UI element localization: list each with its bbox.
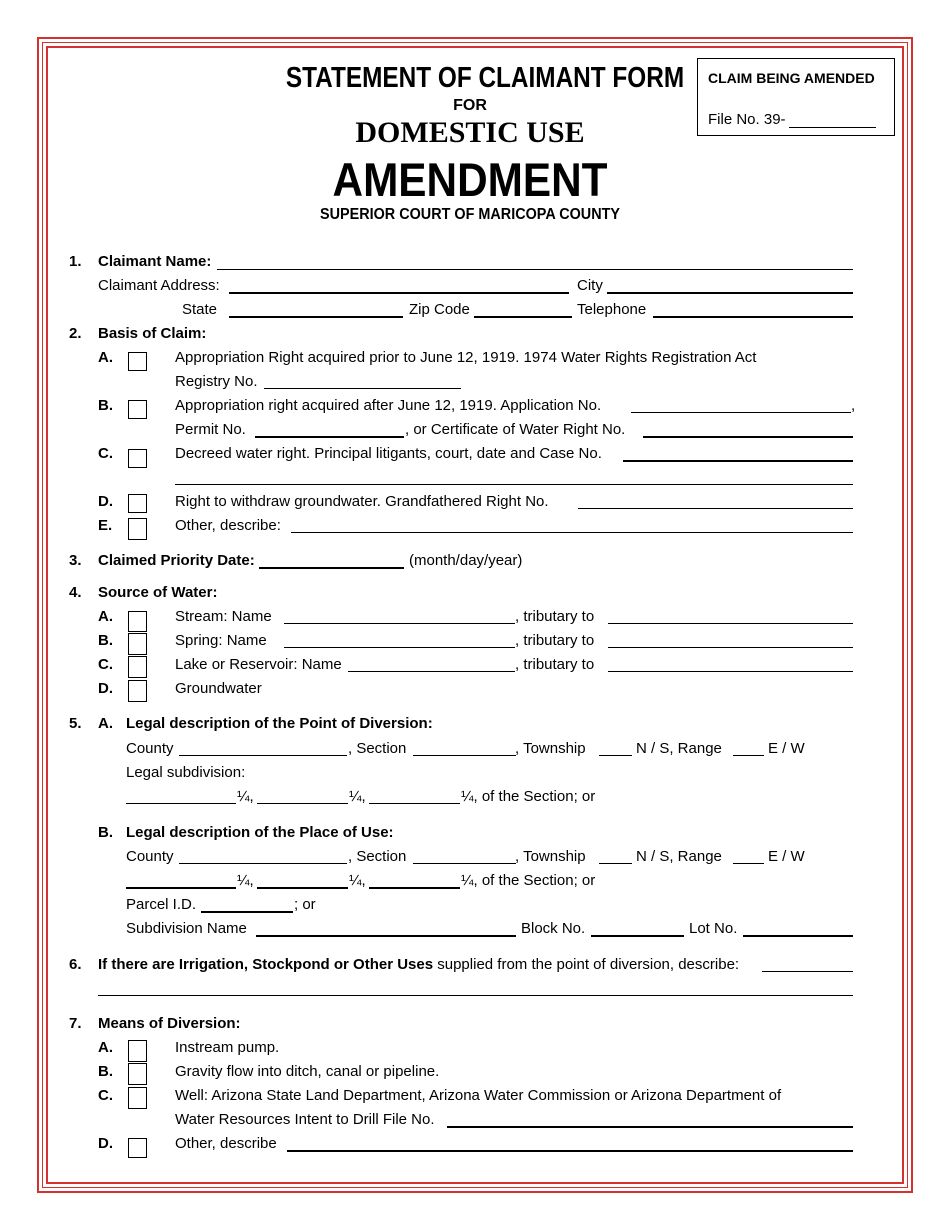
instream-pump-label: Instream pump. — [175, 1039, 280, 1056]
stream-tributary-field[interactable] — [608, 623, 853, 624]
city-field[interactable] — [607, 292, 853, 294]
basis-d-letter: D. — [98, 493, 113, 510]
pod-quarter-3-label: ¼, of the Section; or — [461, 788, 596, 805]
pod-ns-range-label: N / S, Range — [636, 740, 722, 757]
source-a-letter: A. — [98, 608, 113, 625]
pod-section-label: , Section — [348, 740, 407, 757]
form-title-use: DOMESTIC USE — [355, 116, 585, 149]
permit-no-field[interactable] — [255, 436, 404, 438]
pou-quarter-3-label: ¼, of the Section; or — [461, 872, 596, 889]
stream-name-label: Stream: Name — [175, 608, 272, 625]
stream-name-field[interactable] — [284, 623, 515, 624]
state-field[interactable] — [229, 316, 403, 318]
other-uses-rest: supplied from the point of diversion, describe: — [433, 956, 740, 973]
registry-no-field[interactable] — [264, 388, 461, 389]
pod-quarter-1-label: ¼, — [237, 788, 254, 805]
state-label: State — [182, 301, 218, 318]
spring-tributary-field[interactable] — [608, 647, 853, 648]
lot-no-field[interactable] — [743, 935, 853, 937]
basis-c-text: Decreed water right. Principal litigants, court, date and Case No. — [175, 445, 602, 462]
other-uses-field[interactable] — [762, 971, 853, 972]
spring-name-label: Spring: Name — [175, 632, 267, 649]
source-d-letter: D. — [98, 680, 113, 697]
other-means-label: Other, describe — [175, 1135, 277, 1152]
subdivision-name-field[interactable] — [256, 935, 516, 937]
basis-e-checkbox[interactable] — [128, 518, 147, 540]
basis-d-checkbox[interactable] — [128, 494, 147, 513]
intent-to-drill-label: Water Resources Intent to Drill File No. — [175, 1111, 435, 1128]
point-of-diversion-title: Legal description of the Point of Diversion: — [126, 715, 433, 732]
source-d-checkbox[interactable] — [128, 680, 147, 702]
lake-tributary-field[interactable] — [608, 671, 853, 672]
means-a-letter: A. — [98, 1039, 113, 1056]
source-b-checkbox[interactable] — [128, 633, 147, 655]
certificate-label: , or Certificate of Water Right No. — [405, 421, 626, 438]
section-1-number: 1. — [69, 253, 82, 270]
means-of-diversion-title: Means of Diversion: — [98, 1015, 241, 1032]
basis-b-letter: B. — [98, 397, 113, 414]
telephone-label: Telephone — [577, 301, 647, 318]
spring-name-field[interactable] — [284, 647, 515, 648]
file-no-field[interactable] — [789, 127, 876, 128]
basis-of-claim-title: Basis of Claim: — [98, 325, 207, 342]
application-no-field[interactable] — [631, 412, 851, 413]
basis-c-letter: C. — [98, 445, 113, 462]
means-a-checkbox[interactable] — [128, 1040, 147, 1062]
lot-no-label: Lot No. — [689, 920, 738, 937]
pou-township-label: , Township — [515, 848, 586, 865]
pou-quarter-2-label: ¼, — [349, 872, 366, 889]
source-c-letter: C. — [98, 656, 113, 673]
pod-section-field[interactable] — [413, 755, 516, 756]
case-no-field[interactable] — [623, 460, 853, 462]
registry-no-label: Registry No. — [175, 373, 258, 390]
other-uses-text — [98, 956, 739, 974]
pod-range-field[interactable] — [733, 755, 764, 756]
claim-amended-label: CLAIM BEING AMENDED — [708, 70, 875, 86]
basis-c-checkbox[interactable] — [128, 449, 147, 468]
means-d-checkbox[interactable] — [128, 1138, 147, 1158]
zip-field[interactable] — [474, 316, 572, 318]
section-2-number: 2. — [69, 325, 82, 342]
lake-tributary-label: , tributary to — [515, 656, 595, 673]
pod-township-field[interactable] — [599, 755, 632, 756]
other-describe-field[interactable] — [291, 532, 853, 533]
lake-name-field[interactable] — [348, 671, 515, 672]
pou-section-label: , Section — [348, 848, 407, 865]
pou-county-label: County — [126, 848, 174, 865]
means-b-checkbox[interactable] — [128, 1063, 147, 1085]
means-c-checkbox[interactable] — [128, 1087, 147, 1109]
basis-a-text: Appropriation Right acquired prior to June 12, 1919. 1974 Water Rights Registration Act — [175, 349, 757, 366]
lake-name-label: Lake or Reservoir: Name — [175, 656, 342, 673]
pou-quarter-1-field[interactable] — [126, 887, 236, 889]
section-6-number: 6. — [69, 956, 82, 973]
parcel-or-label: ; or — [294, 896, 316, 913]
claimant-name-label: Claimant Name: — [98, 253, 212, 270]
pod-ew-label: E / W — [768, 740, 805, 757]
source-b-letter: B. — [98, 632, 113, 649]
section-5b-letter: B. — [98, 824, 113, 841]
section-5a-letter: A. — [98, 715, 113, 732]
case-no-field-line2[interactable] — [175, 484, 853, 485]
telephone-field[interactable] — [653, 316, 853, 318]
pou-quarter-3-field[interactable] — [369, 887, 460, 889]
priority-date-label: Claimed Priority Date: — [98, 552, 255, 569]
source-c-checkbox[interactable] — [128, 656, 147, 678]
gravity-flow-label: Gravity flow into ditch, canal or pipeline. — [175, 1063, 440, 1080]
means-b-letter: B. — [98, 1063, 113, 1080]
legal-subdivision-label: Legal subdivision: — [126, 764, 246, 781]
certificate-field[interactable] — [643, 436, 853, 438]
pod-quarter-1-field[interactable] — [126, 803, 236, 804]
basis-a-checkbox[interactable] — [128, 352, 147, 371]
file-no-label: File No. 39- — [708, 111, 786, 128]
block-no-field[interactable] — [591, 935, 684, 937]
parcel-id-field[interactable] — [201, 911, 293, 913]
form-title: STATEMENT OF CLAIMANT FORM — [285, 62, 685, 94]
form-title-for: FOR — [453, 97, 487, 114]
means-d-letter: D. — [98, 1135, 113, 1152]
pod-township-label: , Township — [515, 740, 586, 757]
pou-quarter-1-label: ¼, — [237, 872, 254, 889]
place-of-use-title: Legal description of the Place of Use: — [126, 824, 394, 841]
source-a-checkbox[interactable] — [128, 611, 147, 632]
claimant-address-field[interactable] — [229, 292, 569, 294]
pod-county-field[interactable] — [179, 755, 347, 756]
permit-no-label: Permit No. — [175, 421, 246, 438]
basis-d-text: Right to withdraw groundwater. Grandfathered Right No. — [175, 493, 549, 510]
intent-to-drill-field[interactable] — [447, 1126, 853, 1128]
city-label: City — [577, 277, 603, 294]
groundwater-label: Groundwater — [175, 680, 262, 697]
basis-e-text: Other, describe: — [175, 517, 281, 534]
pod-quarter-2-field[interactable] — [257, 803, 348, 804]
application-no-comma: , — [851, 397, 856, 414]
pou-section-field[interactable] — [413, 863, 516, 864]
pou-county-field[interactable] — [179, 863, 347, 864]
court-name: SUPERIOR COURT OF MARICOPA COUNTY — [319, 206, 621, 223]
other-uses-bold: If there are Irrigation, Stockpond or Other Uses — [98, 956, 434, 973]
pou-range-field[interactable] — [733, 863, 764, 864]
subdivision-name-label: Subdivision Name — [126, 920, 247, 937]
basis-b-text: Appropriation right acquired after June 12, 1919. Application No. — [175, 397, 602, 414]
pou-ns-range-label: N / S, Range — [636, 848, 722, 865]
form-title-amendment: AMENDMENT — [332, 153, 608, 206]
pod-quarter-3-field[interactable] — [369, 803, 460, 804]
spring-tributary-label: , tributary to — [515, 632, 595, 649]
priority-date-format: (month/day/year) — [409, 552, 523, 569]
parcel-id-label: Parcel I.D. — [126, 896, 197, 913]
pou-quarter-2-field[interactable] — [257, 887, 348, 889]
pou-ew-label: E / W — [768, 848, 805, 865]
stream-tributary-label: , tributary to — [515, 608, 595, 625]
pod-county-label: County — [126, 740, 174, 757]
claimant-name-field[interactable] — [217, 269, 853, 270]
basis-b-checkbox[interactable] — [128, 400, 147, 419]
means-c-letter: C. — [98, 1087, 113, 1104]
priority-date-field[interactable] — [259, 567, 404, 569]
other-means-field[interactable] — [287, 1150, 853, 1152]
zip-label: Zip Code — [409, 301, 470, 318]
pou-township-field[interactable] — [599, 863, 632, 864]
other-uses-field-line2[interactable] — [98, 995, 853, 996]
claimant-address-label: Claimant Address: — [98, 277, 220, 294]
pod-quarter-2-label: ¼, — [349, 788, 366, 805]
basis-e-letter: E. — [98, 517, 113, 534]
well-label: Well: Arizona State Land Department, Arizona Water Commission or Arizona Department of — [175, 1087, 782, 1104]
section-3-number: 3. — [69, 552, 82, 569]
basis-a-letter: A. — [98, 349, 113, 366]
section-7-number: 7. — [69, 1015, 82, 1032]
block-no-label: Block No. — [521, 920, 586, 937]
section-4-number: 4. — [69, 584, 82, 601]
grandfathered-right-field[interactable] — [578, 508, 853, 509]
section-5-number: 5. — [69, 715, 82, 732]
source-of-water-title: Source of Water: — [98, 584, 218, 601]
